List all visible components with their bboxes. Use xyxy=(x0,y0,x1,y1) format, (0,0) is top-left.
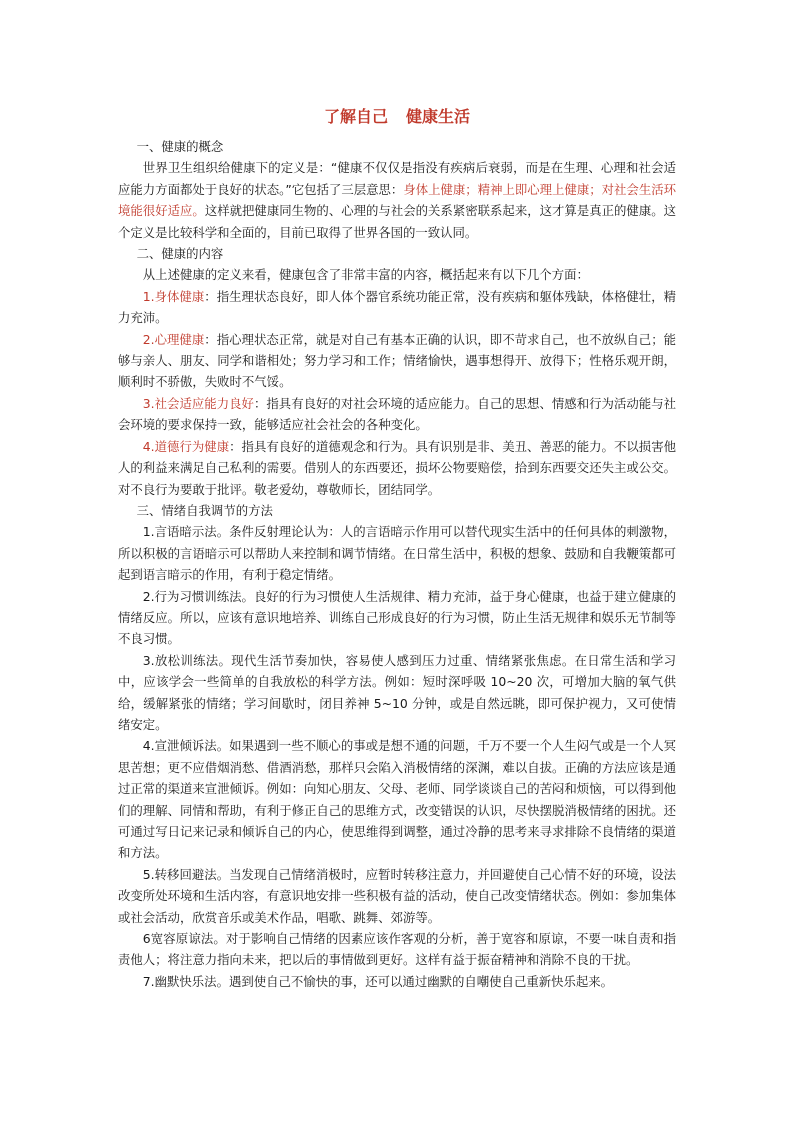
item-text: ：指生理状态良好，即人体个器官系统功能正常，没有疾病和躯体残缺，体格健壮，精力充沛。 xyxy=(118,288,676,326)
item-text: ：指心理状态正常，就是对自己有基本正确的认识，即不苛求自己，也不放纵自己；能够与亲人、朋友、同学和谐相处；努力学习和工作；情绪愉快，遇事想得开、放得下；性格乐观开朗，顺利时不骄傲，失败时不气馁。 xyxy=(118,331,676,390)
method-venting: 4.宣泄倾诉法。如果遇到一些不顺心的事或是想不通的问题，千万不要一个人生闷气或是一个人冥思苦想；更不应借烟消愁、借酒消愁，那样只会陷入消极情绪的深渊，难以自拔。正确的方法应该是通过正常的渠道来宣泄倾诉。例如：向知心朋友、父母、老师、同学谈谈自己的苦闷和烦恼，可以得到他们的理解、同情和帮助，有利于修正自己的思维方式，改变错误的认识，尽快摆脱消极情绪的困扰。还可通过写日记来记录和倾诉自己的内心，使思维得到调整，通过冷静的思考来寻求排除不良情绪的渠道和方法。 xyxy=(118,738,676,861)
section-heading-3: 三、情绪自我调节的方法 xyxy=(136,502,273,518)
item-social-adaptation xyxy=(118,393,676,436)
section-heading-1: 一、健康的概念 xyxy=(136,139,224,154)
method-tolerance: 6宽容原谅法。对于影响自己情绪的因素应该作客观的分析，善于宽容和原谅，不要一味自责和指责他人；将注意力指向未来，把以后的事情做到更好。这样有益于振奋精神和消除不良的干扰。 xyxy=(118,931,676,968)
item-mental-health xyxy=(118,329,676,393)
item-text: ：指具有良好的对社会环境的适应能力。自己的思想、情感和行为活动能与社会环境的要求保持一致，能够适应社会社会的各种变化。 xyxy=(118,395,676,433)
title-part-1: 了解自己 xyxy=(323,107,388,126)
method-diversion: 5.转移回避法。当发现自己情绪消极时，应暂时转移注意力，并回避使自己心情不好的环境，设法改变所处环境和生活内容，有意识地安排一些积极有益的活动，使自己改变情绪状态。例如：参加集体或社会活动，欣赏音乐或美术作品，唱歌、跳舞、郊游等。 xyxy=(118,866,676,925)
method-habit-training: 2.行为习惯训练法。良好的行为习惯使人生活规律、精力充沛，益于身心健康，也益于建立健康的情绪反应。所以，应该有意识地培养、训练自己形成良好的行为习惯，防止生活无规律和娱乐无节制等不良习惯。 xyxy=(118,588,676,647)
title-part-2: 健康生活 xyxy=(406,107,471,126)
item-label: 3.社会适应能力良好 xyxy=(142,395,254,411)
paragraph-content-intro: 从上述健康的定义来看，健康包含了非常丰富的内容，概括起来有以下几个方面： xyxy=(142,267,589,283)
document-title xyxy=(118,104,676,130)
method-humor: 7.幽默快乐法。遇到使自己不愉快的事，还可以通过幽默的自嘲使自己重新快乐起来。 xyxy=(142,973,614,989)
item-text: ：指具有良好的道德观念和行为。具有识别是非、美丑、善恶的能力。不以损害他人的利益来满足自己私利的需要。借别人的东西要还，损坏公物要赔偿，拾到东西要交还失主或公交。对不良行为要敢于批评。敬老爱幼，尊敬师长，团结同学。 xyxy=(118,438,676,497)
item-physical-health xyxy=(118,286,676,329)
definition-text-b: 这样就把健康同生物的、心理的与社会的关系紧密联系起来，这才算是真正的健康。这个定义是比较科学和全面的，目前已取得了世界各国的一致认同。 xyxy=(118,203,677,240)
item-moral-health xyxy=(118,436,676,500)
document-page xyxy=(118,104,676,992)
method-relaxation: 3.放松训练法。现代生活节奏加快，容易使人感到压力过重、情绪紧张焦虑。在日常生活和学习中，应该学会一些简单的自我放松的科学方法。例如：短时深呼吸 10~20 次，可增加大脑的氧气供给，缓解紧张的情绪；学习间歇时，闭目养神 5~10 分钟，或是自然远眺，即可保护视力，又可使情绪安定。 xyxy=(118,652,676,732)
item-label: 4.道德行为健康 xyxy=(142,438,230,454)
item-label: 2.心理健康 xyxy=(142,331,205,347)
definition-text-a: 世界卫生组织给健康下的定义是：“健康不仅仅是指没有疾病后衰弱，而是在生理、心理和社会适应能力方面都处于良好的状态。”它包括了三层意思： xyxy=(118,160,676,197)
item-label: 1.身体健康 xyxy=(142,288,205,304)
section-heading-2: 二、健康的内容 xyxy=(136,246,224,262)
method-verbal-suggestion: 1.言语暗示法。条件反射理论认为：人的言语暗示作用可以替代现实生活中的任何具体的刺激物，所以积极的言语暗示可以帮助人来控制和调节情绪。在日常生活中，积极的想象、鼓励和自我鞭策都可起到语言暗示的作用，有利于稳定情绪。 xyxy=(118,524,676,583)
paragraph-health-definition xyxy=(118,157,676,243)
definition-highlight: 身体上健康；精神上即心理上健康；对社会生活环境能很好适应。 xyxy=(118,181,676,219)
